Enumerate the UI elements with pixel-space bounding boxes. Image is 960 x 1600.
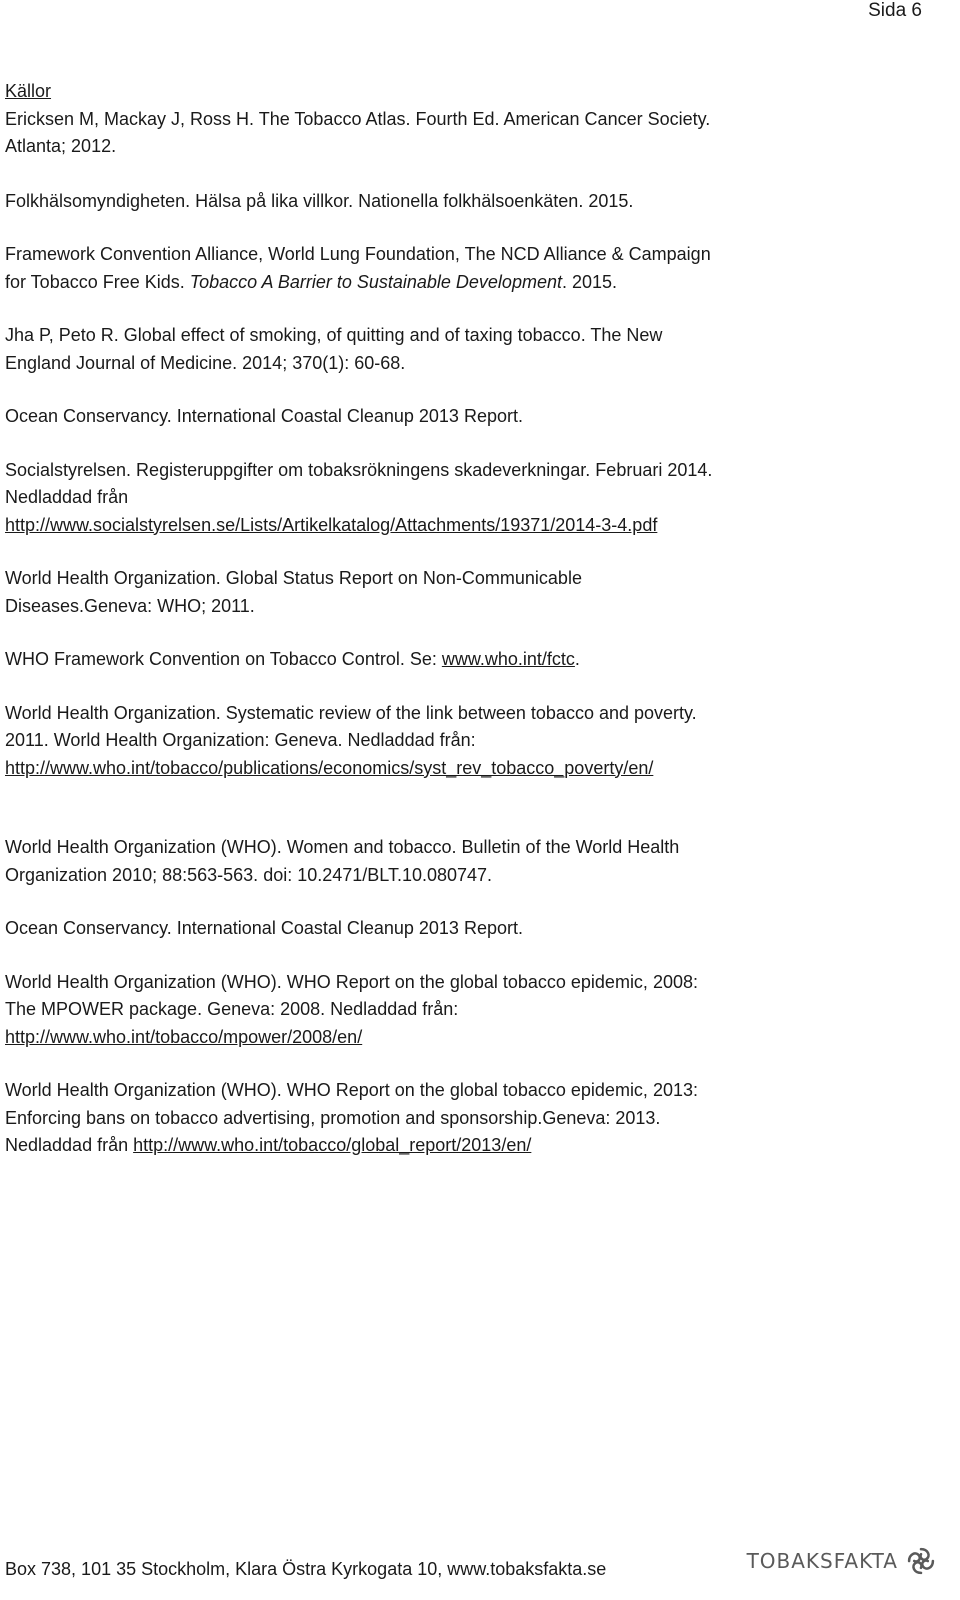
- reference-text: World Health Organization (WHO). WHO Report on the global tobacco epidemic, 2008: The MPOWER package. Geneva: 2008. Nedladdad från:: [5, 971, 698, 1019]
- reference-item: [5, 915, 725, 943]
- reference-item: [5, 834, 725, 889]
- references-heading: Källor: [5, 81, 52, 101]
- reference-link[interactable]: http://www.who.int/tobacco/publications/economics/syst_rev_tobacco_poverty/en/: [5, 757, 654, 778]
- reference-item: [5, 106, 725, 161]
- reference-text: World Health Organization. Systematic review of the link between tobacco and poverty. 2011. World Health Organization: Geneva. Nedladdad från:: [5, 702, 697, 750]
- reference-item: [5, 646, 725, 674]
- reference-text: Framework Convention Alliance, World Lung Foundation, The NCD Alliance & Campaign for Tobacco Free Kids.: [5, 244, 711, 292]
- swirl-logo-icon: [904, 1544, 938, 1578]
- reference-item: [5, 457, 725, 540]
- reference-item: [5, 969, 725, 1052]
- reference-item: [5, 241, 725, 296]
- reference-text: WHO Framework Convention on Tobacco Control. Se:: [5, 649, 442, 669]
- reference-item: [5, 322, 725, 377]
- references-section: [5, 78, 725, 1186]
- reference-text-tail: .: [574, 649, 580, 669]
- logo-text: TOBAKSFAKTA: [746, 1549, 898, 1573]
- reference-text: Socialstyrelsen. Registeruppgifter om tobaksrökningens skadeverkningar. Februari 2014. Nedladdad från: [5, 459, 713, 507]
- reference-text: Ocean Conservancy. International Coastal Cleanup 2013 Report.: [5, 918, 523, 938]
- reference-text: World Health Organization (WHO). Women and tobacco. Bulletin of the World Health Organization 2010; 88:563-563. doi: 10.2471/BLT.10.080747.: [5, 837, 680, 885]
- reference-text: Jha P, Peto R. Global effect of smoking, of quitting and of taxing tobacco. The New England Journal of Medicine. 2014; 370(1): 60-68.: [5, 325, 663, 373]
- page-number: Sida 6: [868, 0, 922, 21]
- reference-item: [5, 403, 725, 431]
- reference-link[interactable]: http://www.socialstyrelsen.se/Lists/Artikelkatalog/Attachments/19371/2014-3-4.pdf: [5, 514, 658, 535]
- reference-item: [5, 188, 725, 216]
- reference-title-italic: Tobacco A Barrier to Sustainable Development: [189, 271, 562, 292]
- reference-link[interactable]: www.who.int/fctc: [441, 649, 575, 669]
- tobaksfakta-logo: [747, 1544, 938, 1578]
- reference-text: Ericksen M, Mackay J, Ross H. The Tobacco Atlas. Fourth Ed. American Cancer Society. Atlanta; 2012.: [5, 108, 711, 156]
- reference-link[interactable]: http://www.who.int/tobacco/mpower/2008/en/: [5, 1026, 363, 1047]
- reference-text: Ocean Conservancy. International Coastal Cleanup 2013 Report.: [5, 406, 523, 426]
- reference-item: [5, 565, 725, 620]
- reference-text-tail: . 2015.: [561, 271, 618, 292]
- reference-text: World Health Organization (WHO). WHO Report on the global tobacco epidemic, 2013: Enforcing bans on tobacco advertising, promotion and sponsorship.Geneva: 2013. Nedladdad från: [5, 1080, 698, 1155]
- page-footer: Box 738, 101 35 Stockholm, Klara Östra Kyrkogata 10, www.tobaksfakta.se: [5, 1559, 607, 1579]
- reference-text: Folkhälsomyndigheten. Hälsa på lika villkor. Nationella folkhälsoenkäten. 2015.: [5, 190, 634, 211]
- reference-item: [5, 700, 725, 783]
- reference-link[interactable]: http://www.who.int/tobacco/global_report/2013/en/: [133, 1135, 532, 1155]
- reference-item: [5, 1077, 725, 1160]
- reference-text: World Health Organization. Global Status Report on Non-Communicable Diseases.Geneva: WHO; 2011.: [5, 568, 582, 616]
